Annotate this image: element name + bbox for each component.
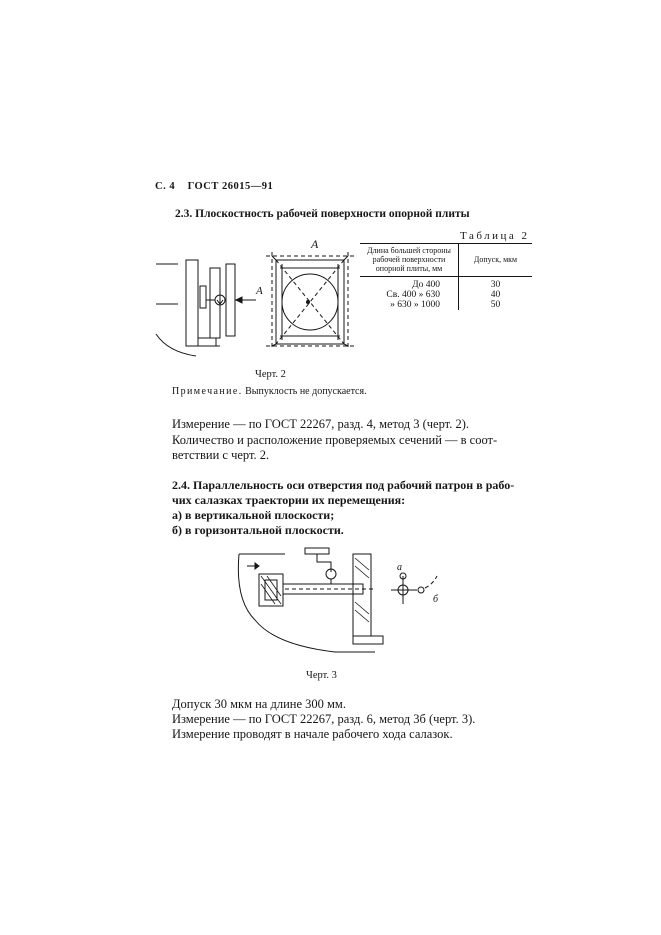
table-row [360, 276, 532, 290]
plate-top-view [266, 252, 354, 350]
header-length: Длина большей стороны рабочей поверхности опорной плиты, мм [360, 244, 459, 277]
direction-symbol [391, 573, 437, 604]
table-header-row [360, 244, 532, 277]
saddle [353, 554, 383, 644]
table-2 [360, 243, 532, 310]
header-tolerance: Допуск, мкм [473, 255, 518, 265]
note-text: Выпуклость не допускается. [245, 386, 367, 397]
row-length: До 400 [360, 276, 459, 290]
table-2-title: Таблица 2 [460, 230, 530, 242]
section-2-3-title: 2.3. Плоскостность рабочей поверхности опорной плиты [175, 208, 470, 220]
section-2-4-line-1: 2.4. Параллельность оси отверстия под рабочий патрон в рабо- [172, 478, 515, 492]
section-2-4-item-a: а) в вертикальной плоскости; [172, 508, 335, 522]
row-tolerance: 40 [490, 289, 501, 300]
row-tolerance: 50 [490, 299, 501, 310]
row-length: » 630 » 1000 [360, 301, 459, 311]
measurement-line-1: Измерение — по ГОСТ 22267, разд. 4, метод 3 (черт. 2). [172, 417, 469, 431]
table-row [360, 301, 532, 311]
tolerance-line-2: Измерение — по ГОСТ 22267, разд. 6, метод 3б (черт. 3). [172, 712, 476, 726]
figure-3-caption: Черт. 3 [306, 670, 337, 681]
measurement-line-3: ветствии с черт. 2. [172, 448, 270, 462]
test-mandrel [283, 584, 375, 594]
section-2-4-line-2: чих салазках траектории их перемещения: [172, 493, 406, 507]
note-label: Примечание. [172, 386, 243, 397]
standard-code: ГОСТ 26015—91 [187, 181, 274, 192]
page-header [155, 181, 273, 192]
figure-3-label-b: б [433, 594, 439, 605]
dial-indicator [305, 548, 336, 584]
table-row [360, 291, 532, 301]
figure-3-drawing [225, 540, 455, 665]
figure-2-view-label: А [311, 237, 319, 251]
tolerance-line-1: Допуск 30 мкм на длине 300 мм. [172, 697, 346, 711]
row-tolerance: 30 [490, 279, 501, 290]
figure-2-drawing [148, 234, 358, 364]
figure-3-label-a: а [397, 562, 402, 573]
machine-housing [238, 554, 375, 652]
tolerance-line-3: Измерение проводят в начале рабочего хода салазок. [172, 727, 453, 741]
section-2-4-item-b: б) в горизонтальной плоскости. [172, 523, 344, 537]
figure-2-caption: Черт. 2 [255, 369, 286, 380]
machine-body-side-view [156, 260, 256, 356]
note [172, 386, 367, 397]
measurement-line-2: Количество и расположение проверяемых сечений — в соот- [172, 433, 498, 447]
figure-2-arrow-label: А [256, 285, 263, 297]
page-number: С. 4 [155, 181, 176, 192]
row-length: Св. 400 » 630 [360, 291, 459, 301]
